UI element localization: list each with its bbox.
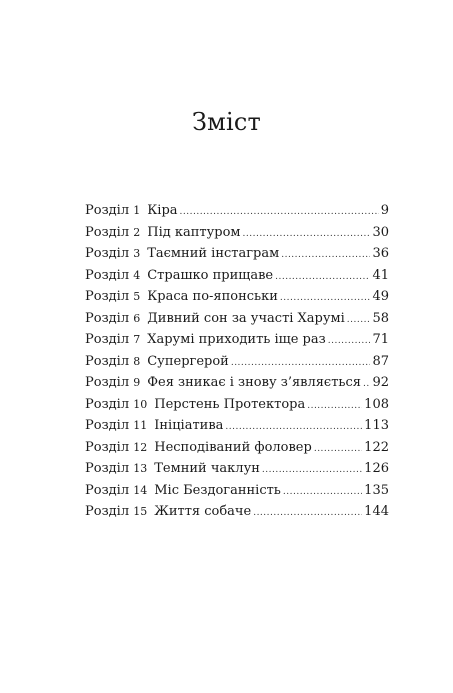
toc-entry: [85, 222, 389, 244]
dot-leader: [283, 482, 362, 504]
page-number: 144: [364, 504, 389, 519]
page-number: 71: [372, 332, 389, 347]
dot-leader: [328, 331, 371, 353]
chapter-title: Кіра: [147, 203, 178, 218]
chapter-number: 8: [133, 354, 141, 368]
chapter-label: Розділ 7: [85, 332, 141, 347]
chapter-label: Розділ 5: [85, 289, 141, 304]
chapter-title: Страшко прищаве: [147, 267, 274, 283]
chapter-number: 11: [133, 419, 148, 432]
toc-entry: [85, 415, 389, 437]
chapter-number: 3: [133, 247, 141, 260]
page-number: 135: [364, 482, 389, 498]
chapter-number: 12: [133, 440, 148, 454]
chapter-label: Розділ 4: [85, 267, 141, 283]
page-number: 122: [364, 439, 389, 455]
dot-leader: [314, 439, 362, 461]
dot-leader: [281, 245, 370, 267]
page-number: 41: [372, 267, 389, 283]
toc-entry: [85, 372, 389, 394]
page-number: 108: [364, 396, 389, 412]
chapter-label: Розділ 15: [85, 504, 148, 519]
dot-leader: [253, 503, 362, 525]
dot-leader: [262, 460, 362, 482]
chapter-number: 7: [133, 333, 141, 346]
dot-leader: [280, 288, 371, 310]
chapter-label: Розділ 3: [85, 246, 141, 261]
toc-entry: [85, 480, 389, 502]
chapter-title: Харумі приходить іще раз: [147, 332, 326, 347]
chapter-number: 2: [133, 225, 141, 239]
chapter-title: Несподіваний фоловер: [154, 439, 312, 455]
page-number: 126: [364, 461, 389, 476]
page-number: 113: [364, 418, 389, 433]
page-title: Зміст: [191, 108, 261, 136]
chapter-label: Розділ 14: [85, 482, 148, 498]
page-number: 49: [372, 289, 389, 304]
chapter-number: 4: [133, 268, 141, 282]
chapter-title: Міс Бездоганність: [154, 482, 281, 498]
chapter-number: 15: [133, 505, 148, 518]
chapter-number: 6: [133, 311, 141, 325]
toc-entry: [85, 394, 389, 416]
chapter-label: Розділ 13: [85, 461, 148, 476]
chapter-title: Таємний інстаграм: [147, 246, 280, 261]
chapter-title: Краса по-японськи: [147, 289, 278, 304]
chapter-label: Розділ 1: [85, 203, 141, 218]
chapter-number: 13: [133, 462, 148, 475]
toc-entry: [85, 286, 389, 308]
chapter-number: 9: [133, 376, 141, 389]
page-number: 92: [372, 375, 389, 390]
page-number: 30: [372, 224, 389, 240]
chapter-number: 5: [133, 290, 141, 303]
dot-leader: [231, 353, 371, 375]
chapter-label: Розділ 11: [85, 418, 148, 433]
chapter-title: Дивний сон за участі Харумі: [147, 310, 345, 326]
toc-entry: [85, 458, 389, 480]
chapter-label: Розділ 6: [85, 310, 141, 326]
dot-leader: [363, 374, 370, 396]
chapter-number: 14: [133, 483, 148, 497]
page-number: 9: [380, 203, 389, 218]
chapter-title: Ініціатива: [154, 418, 224, 433]
chapter-title: Супергерой: [147, 353, 229, 369]
chapter-label: Розділ 10: [85, 396, 148, 412]
chapter-label: Розділ 2: [85, 224, 141, 240]
chapter-label: Розділ 8: [85, 353, 141, 369]
chapter-title: Темний чаклун: [154, 461, 260, 476]
chapter-label: Розділ 12: [85, 439, 148, 455]
dot-leader: [243, 224, 371, 246]
toc-entry: [85, 351, 389, 373]
dot-leader: [275, 267, 370, 289]
toc-entry: [85, 200, 389, 222]
page-number: 36: [372, 246, 389, 261]
dot-leader: [347, 310, 371, 332]
chapter-title: Фея зникає і знову з’являється: [147, 375, 361, 390]
chapter-title: Під каптуром: [147, 224, 241, 240]
table-of-contents: [85, 200, 389, 523]
toc-entry: [85, 265, 389, 287]
chapter-label: Розділ 9: [85, 375, 141, 390]
chapter-number: 10: [133, 397, 148, 411]
chapter-title: Життя собаче: [154, 504, 252, 519]
chapter-title: Перстень Протектора: [154, 396, 306, 412]
dot-leader: [180, 202, 379, 224]
toc-entry: [85, 501, 389, 523]
dot-leader: [225, 417, 362, 439]
page-number: 58: [372, 310, 389, 326]
dot-leader: [307, 396, 362, 418]
page-number: 87: [372, 353, 389, 369]
chapter-number: 1: [133, 204, 141, 217]
toc-entry: [85, 437, 389, 459]
toc-entry: [85, 308, 389, 330]
toc-entry: [85, 329, 389, 351]
toc-entry: [85, 243, 389, 265]
